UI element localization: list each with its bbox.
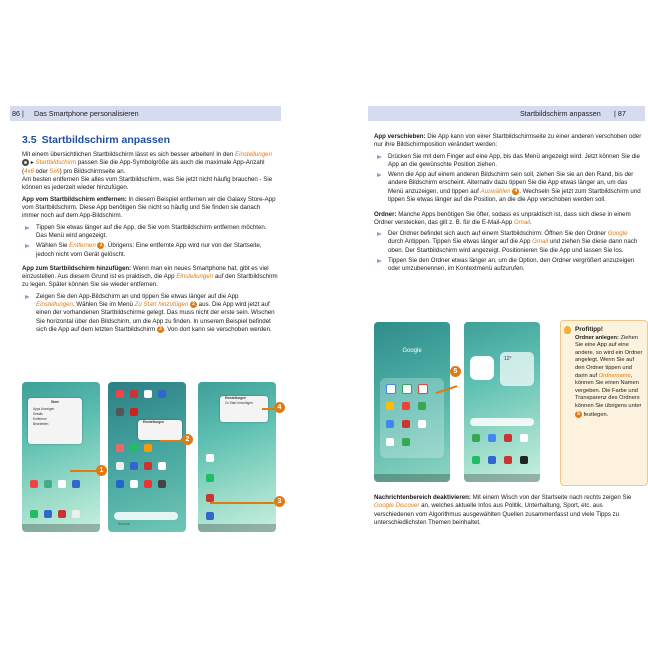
right-page (324, 0, 648, 648)
folder-step-2: Tippen Sie den Ordner etwas länger an, um die Option, den Ordner vergrößert anzuzeigen oder umzubenennen, im Kontextmenü aufzurufen. (374, 257, 642, 274)
context-menu: Store Apps Anzeigen Details Entfernen Bearbeiten (28, 398, 82, 444)
add-step-1: Zeigen Sie den App-Bildschirm an und tippen Sie etwas länger auf die App Einstellungen. Wählen Sie im Menü Zu Start hinzufügen 2 aus. Die App wird jetzt auf einen der vorhandenen Startbildschirme gelegt. Das muss nicht der erste sein. Wischen Sie horizontal über den Bildschirm, um die App zu finden. In unserem Beispiel befindet sich die App auf dem letzten Startbildschirm 3 . Von dort kann sie verschoben werden. (22, 293, 278, 335)
add-paragraph: App zum Startbildschirm hinzufügen: Wenn man ein neues Smartphone hat, gibt es viel einzustellen. Aus diesem Grund ist es praktisch, die App Einstellungen auf den Startbildschirm zu legen. Später können Sie sie wieder entfernen. (22, 264, 278, 289)
phone-screenshot-3 (198, 382, 276, 532)
callout-4: 4 (274, 402, 285, 413)
tip-title: Profitipp! (575, 326, 603, 333)
lightbulb-icon (564, 326, 571, 334)
callout-3: 3 (274, 496, 285, 507)
settings-menu: Einstellungen (138, 420, 182, 440)
move-step-2: Wenn die App auf einem anderen Bildschirm sein soll, ziehen Sie sie an den Rand, bis der andere Bildschirm erscheint. Alternativ dazu tippen Sie die App etwas länger an, um das Menü anzuzeigen, und tippen auf Auswählen 4 . Wechseln Sie jetzt zum Startbildschirm und tippen Sie etwas länger auf die Position, an die die App verschoben werden soll. (374, 171, 642, 204)
section-heading (22, 134, 278, 146)
page-header-left (10, 106, 281, 121)
add-to-home-popup: Einstellungen Zu Start hinzufügen (220, 396, 268, 422)
gear-icon (22, 159, 29, 166)
intro-paragraph: Mit einem übersichtlichen Startbildschirm lässt es sich besser arbeiten! In den Einstellungen ▸ Startbildschirm passen Sie die App-Symbolgröße als auch die maximale App-Anzahl (4x6 oder 5x6) pro Bildschirmseite an. Am besten entfernen Sie alles vom Startbildschirm, was Sie jetzt nicht häufig brauchen - Sie können es jederzeit wieder hinzufügen. (22, 151, 273, 192)
section-title: Startbildschirm anpassen (41, 134, 170, 146)
gmail-icon (470, 356, 494, 380)
remove-step-2: Wählen Sie Entfernen 1 . Übrigens: Eine entfernte App wird nur von der Startseite, jedoch nicht vom Gerät gelöscht. (22, 242, 278, 259)
move-paragraph: App verschieben: Die App kann von einer Startbildschirmseite zu einer anderen verschoben oder nur ihre Bildschirmposition verändert werden: (374, 133, 642, 149)
move-step-1: Drücken Sie mit dem Finger auf eine App, bis das Menü angezeigt wird. Jetzt können Sie die App an die gewünschte Position ziehen. (374, 153, 642, 170)
page-number: 86 | (12, 109, 24, 118)
callout-2: 2 (182, 434, 193, 445)
phone-screenshot-folder-open (374, 322, 450, 482)
left-text-column (22, 134, 278, 336)
pro-tip-box (560, 320, 648, 486)
callout-1: 1 (96, 465, 107, 476)
page-header-right (368, 106, 645, 121)
phone-screenshot-2 (108, 382, 186, 532)
callout-5: 5 (450, 366, 461, 377)
news-paragraph-block (374, 494, 642, 530)
remove-step-1: Tippen Sie etwas länger auf die App, die Sie vom Startbildschirm entfernen möchten. Das Menü wird angezeigt. (22, 224, 278, 241)
right-text-column (374, 133, 642, 276)
folder-step-1: Der Ordner befindet sich auch auf einem Startbildschirm: Öffnen Sie den Ordner Google durch Antippen. Tippen Sie etwas länger auf die App Gmail und ziehen Sie diese dann nach oben. Der Startbildschirm wird angezeigt. Positionieren Sie die App und lassen Sie los. (374, 230, 642, 255)
page-number: | 87 (614, 109, 626, 118)
phone-screenshot-1 (22, 382, 100, 532)
callout-badge: 1 (97, 242, 104, 249)
news-paragraph: Nachrichtenbereich deaktivieren: Mit einem Wisch von der Startseite nach rechts zeigen Sie Google Discover an, welches aktuelle Infos aus Politik, Unterhaltung, Sport, etc. aus verschiedenen vom Algorithmus ausgewählten Quellen zusammenfasst und viele Tipps zu unterschiedlichsten Themen beinhaltet. (374, 494, 632, 526)
running-title: Startbildschirm anpassen (520, 109, 601, 118)
folder-paragraph: Ordner: Manche Apps benötigen Sie öfter, sodass es unpraktisch ist, dass sich diese in einem Ordner verstecken, das gilt z. B. für die E-Mail-App Gmail. (374, 210, 631, 226)
running-title: Das Smartphone personalisieren (34, 109, 139, 118)
section-number: 3.5 (22, 134, 37, 146)
link-einstellungen: Einstellungen (234, 151, 272, 158)
tip-text: Ordner anlegen: Ziehen Sie eine App auf eine andere, so wird ein Ordner angelegt. Wenn Sie auf den Ordner tippen und darin auf Ordnername, können Sie einen Namen vergeben. Die Farbe und Transparenz des Ordners können Sie übrigens unter 5 festlegen. (575, 334, 643, 418)
app-icon (30, 480, 38, 488)
search-bar: Suchen (114, 512, 178, 520)
remove-paragraph: App vom Startbildschirm entfernen: In diesem Beispiel entfernen wir die Galaxy Store-App vom Startbildschirm. Diese App benötigen Sie nicht so häufig und Sie finden sie danach immer noch auf dem App-Bildschirm. (22, 195, 276, 220)
folder-title: Google (402, 348, 422, 354)
weather-widget: 12° (500, 352, 534, 386)
phone-screenshot-home (464, 322, 540, 482)
